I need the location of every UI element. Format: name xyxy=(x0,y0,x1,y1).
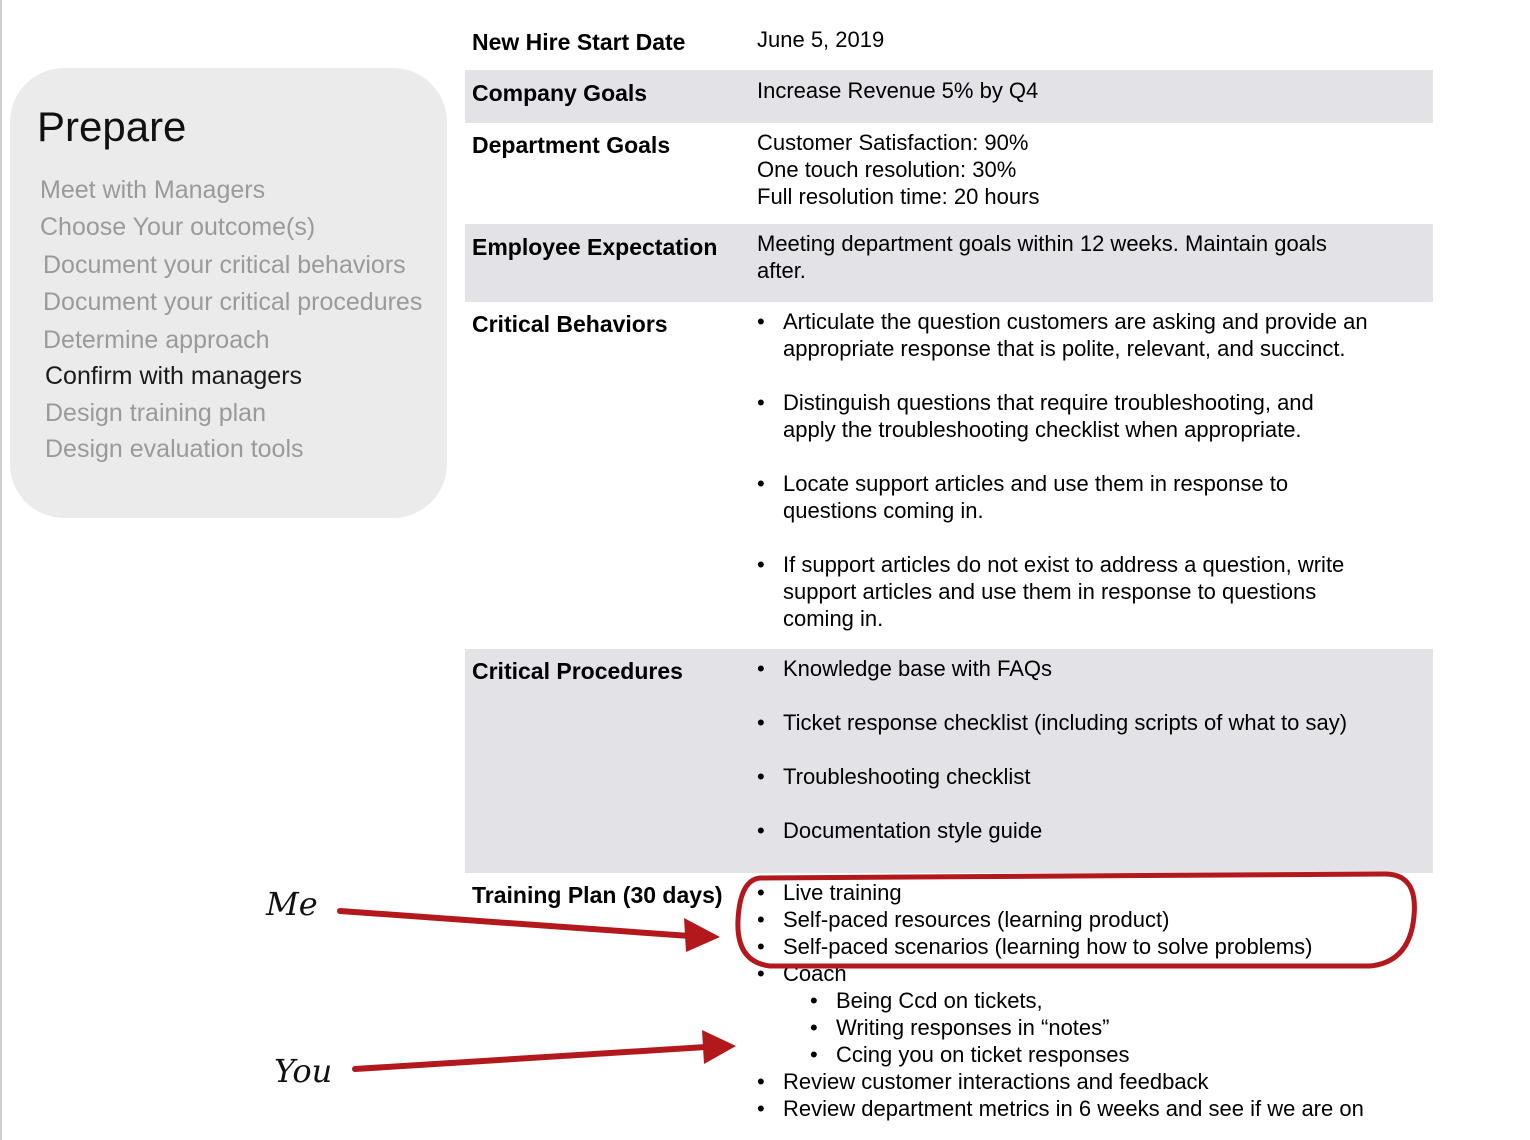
step-choose-outcomes[interactable]: Choose Your outcome(s) xyxy=(40,213,316,241)
step-document-procedures[interactable]: Document your critical procedures xyxy=(43,288,423,316)
employee-expectation-line: after. xyxy=(757,258,806,283)
employee-expectation-label: Employee Expectation xyxy=(472,234,718,260)
procedure-text: Documentation style guide xyxy=(783,818,1043,843)
step-document-behaviors[interactable]: Document your critical behaviors xyxy=(43,251,406,279)
step-design-training-plan[interactable]: Design training plan xyxy=(45,399,266,427)
behavior-line: support articles and use them in response to questions xyxy=(783,579,1317,604)
company-goals-value: Increase Revenue 5% by Q4 xyxy=(757,78,1039,103)
prepare-title: Prepare xyxy=(37,103,187,150)
start-date-label: New Hire Start Date xyxy=(472,29,686,55)
row-training-plan: Training Plan (30 days) • Live training • Self-paced resources (learning product) • Self-paced scenarios (learning how to solve problems) • Coach • Being Ccd on tickets, • Writing responses in “notes” • Ccing you on ticket responses • Review customer interactions and feedback • Review department metrics in 6 weeks and see if we are on xyxy=(472,880,1364,1121)
behavior-line: appropriate response that is polite, relevant, and succinct. xyxy=(783,336,1346,361)
critical-behaviors-label: Critical Behaviors xyxy=(472,311,668,337)
coach-subitem-text: Ccing you on ticket responses xyxy=(836,1042,1130,1067)
behavior-line: coming in. xyxy=(783,606,884,631)
procedure-text: Ticket response checklist (including scripts of what to say) xyxy=(783,710,1348,735)
procedure-text: Knowledge base with FAQs xyxy=(783,656,1053,681)
training-text: Live training xyxy=(783,880,902,905)
behavior-line: Locate support articles and use them in response to xyxy=(783,471,1289,496)
behavior-line: Distinguish questions that require troubleshooting, and xyxy=(783,390,1314,415)
company-goals-label: Company Goals xyxy=(472,80,648,106)
training-text: Self-paced resources (learning product) xyxy=(783,907,1170,932)
annotation-me: Me xyxy=(266,885,318,923)
behavior-line: questions coming in. xyxy=(783,498,984,523)
row-employee-expectation xyxy=(465,224,1433,302)
training-text: Review department metrics in 6 weeks and see if we are on xyxy=(783,1096,1364,1121)
row-start-date xyxy=(465,18,1433,70)
coach-subitem-text: Writing responses in “notes” xyxy=(836,1015,1110,1040)
behavior-line: apply the troubleshooting checklist when appropriate. xyxy=(783,417,1302,442)
row-department-goals xyxy=(465,123,1433,224)
behavior-line: Articulate the question customers are asking and provide an xyxy=(783,309,1368,334)
employee-expectation-line: Meeting department goals within 12 weeks. Maintain goals xyxy=(757,231,1327,256)
step-meet-with-managers[interactable]: Meet with Managers xyxy=(40,176,266,204)
step-design-evaluation-tools[interactable]: Design evaluation tools xyxy=(45,435,304,463)
training-text: Review customer interactions and feedback xyxy=(783,1069,1209,1094)
training-plan-label: Training Plan (30 days) xyxy=(472,882,723,908)
training-text: Coach xyxy=(783,961,847,986)
annotation-you: You xyxy=(274,1052,333,1090)
department-goal-line: Customer Satisfaction: 90% xyxy=(757,130,1029,155)
behavior-line: If support articles do not exist to address a question, write xyxy=(783,552,1345,577)
step-determine-approach[interactable]: Determine approach xyxy=(43,326,270,354)
department-goals-label: Department Goals xyxy=(472,132,671,158)
row-company-goals xyxy=(465,70,1433,123)
department-goal-line: One touch resolution: 30% xyxy=(757,157,1017,182)
step-confirm-with-managers[interactable]: Confirm with managers xyxy=(45,362,303,390)
department-goal-line: Full resolution time: 20 hours xyxy=(757,184,1040,209)
row-critical-behaviors: Critical Behaviors • Articulate the question customers are asking and provide an appropriate response that is polite, relevant, and succinct. • Distinguish questions that require troubleshooting, and apply the troubleshooting checklist when appropriate. • Locate support articles and use them in response to questions coming in. • If support articles do not exist to address a question, write support articles and use them in response to questions coming in. xyxy=(472,309,1368,631)
training-text: Self-paced scenarios (learning how to solve problems) xyxy=(783,934,1313,959)
coach-subitem-text: Being Ccd on tickets, xyxy=(836,988,1043,1013)
row-critical-procedures: Critical Procedures • Knowledge base with FAQs • Ticket response checklist (including scripts of what to say) • Troubleshooting checklist • Documentation style guide xyxy=(465,649,1433,873)
critical-procedures-label: Critical Procedures xyxy=(472,658,683,684)
procedure-text: Troubleshooting checklist xyxy=(783,764,1031,789)
start-date-value: June 5, 2019 xyxy=(757,27,885,52)
window-edge xyxy=(0,0,2,1140)
